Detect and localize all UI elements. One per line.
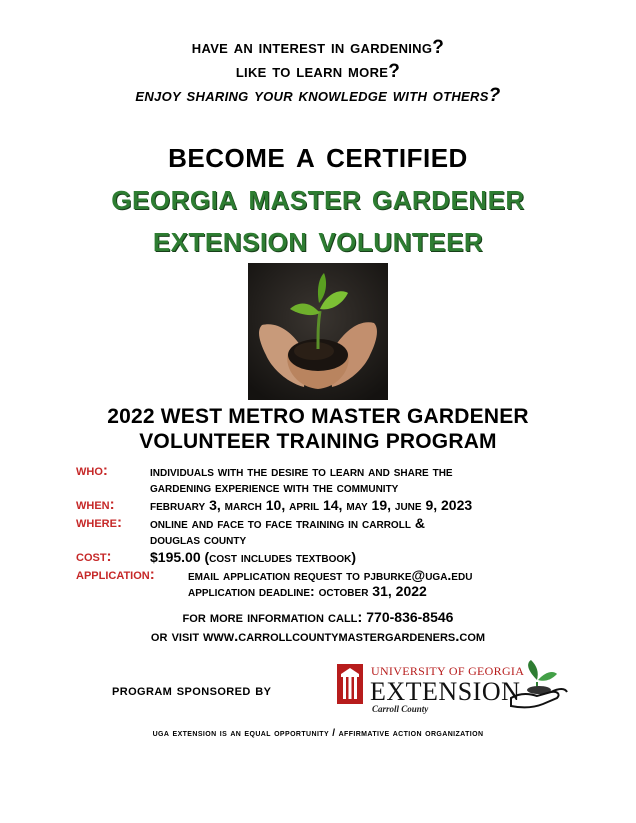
uga-county: Carroll County xyxy=(372,704,429,714)
where-value-1: online and face to face training in carroll & xyxy=(150,515,425,531)
headline xyxy=(0,134,636,260)
sponsor-label: program sponsored by xyxy=(112,682,272,699)
application-label: application: xyxy=(76,566,155,583)
visit-line xyxy=(0,627,636,646)
program-line-1: 2022 WEST METRO MASTER GARDENER xyxy=(107,405,529,428)
application-row xyxy=(76,567,596,599)
website-link[interactable]: www.carrollcountymastergardeners.com xyxy=(202,628,486,645)
who-value-1: individuals with the desire to learn and share the xyxy=(150,463,453,479)
program-title xyxy=(0,404,636,454)
uga-extension-logo xyxy=(337,660,525,718)
visit-label: or visit xyxy=(150,628,200,645)
who-value-2: gardening experience with the community xyxy=(150,479,399,495)
intro-line-2: like to learn more? xyxy=(235,61,401,82)
where-value-2: douglas county xyxy=(150,531,247,547)
hands-seedling-photo xyxy=(248,263,388,400)
when-row xyxy=(76,497,596,513)
equal-opportunity-footer: uga extension is an equal opportunity / affirmative action organization xyxy=(152,728,484,739)
uga-extension-word: EXTENSION xyxy=(370,677,521,706)
program-line-2: VOLUNTEER TRAINING PROGRAM xyxy=(139,430,497,453)
call-line xyxy=(0,608,636,627)
phone-number[interactable]: 770-836-8546 xyxy=(366,609,454,625)
headline-line-1: become a certified xyxy=(168,134,468,175)
uga-arch-icon xyxy=(337,664,363,704)
cost-value: $195.00 (cost includes textbook) xyxy=(150,549,357,565)
intro-line-1: have an interest in gardening? xyxy=(191,37,445,58)
master-gardener-hand-icon xyxy=(507,658,571,714)
headline-line-3: extension volunteer xyxy=(152,218,484,259)
when-label: when: xyxy=(76,496,115,513)
when-value: february 3, march 10, april 14, may 19, june 9, 2023 xyxy=(150,497,473,513)
contact-block xyxy=(0,608,636,646)
where-label: where: xyxy=(76,514,122,531)
uga-name: UNIVERSITY OF GEORGIA xyxy=(371,664,525,678)
where-row xyxy=(76,515,596,547)
application-value-2: application deadline: october 31, 2022 xyxy=(188,583,427,599)
intro-block xyxy=(0,36,636,108)
cost-label: cost: xyxy=(76,548,112,565)
who-row xyxy=(76,463,596,495)
cost-row xyxy=(76,549,596,565)
who-label: who: xyxy=(76,462,108,479)
call-label: for more information call: xyxy=(182,609,363,626)
details-block xyxy=(76,463,596,601)
intro-line-3: enjoy sharing your knowledge with others? xyxy=(135,85,501,106)
headline-line-2: georgia master gardener xyxy=(111,176,525,217)
application-value-1: email application request to pjburke@uga.edu xyxy=(188,567,473,583)
seedling-illustration xyxy=(248,263,388,400)
